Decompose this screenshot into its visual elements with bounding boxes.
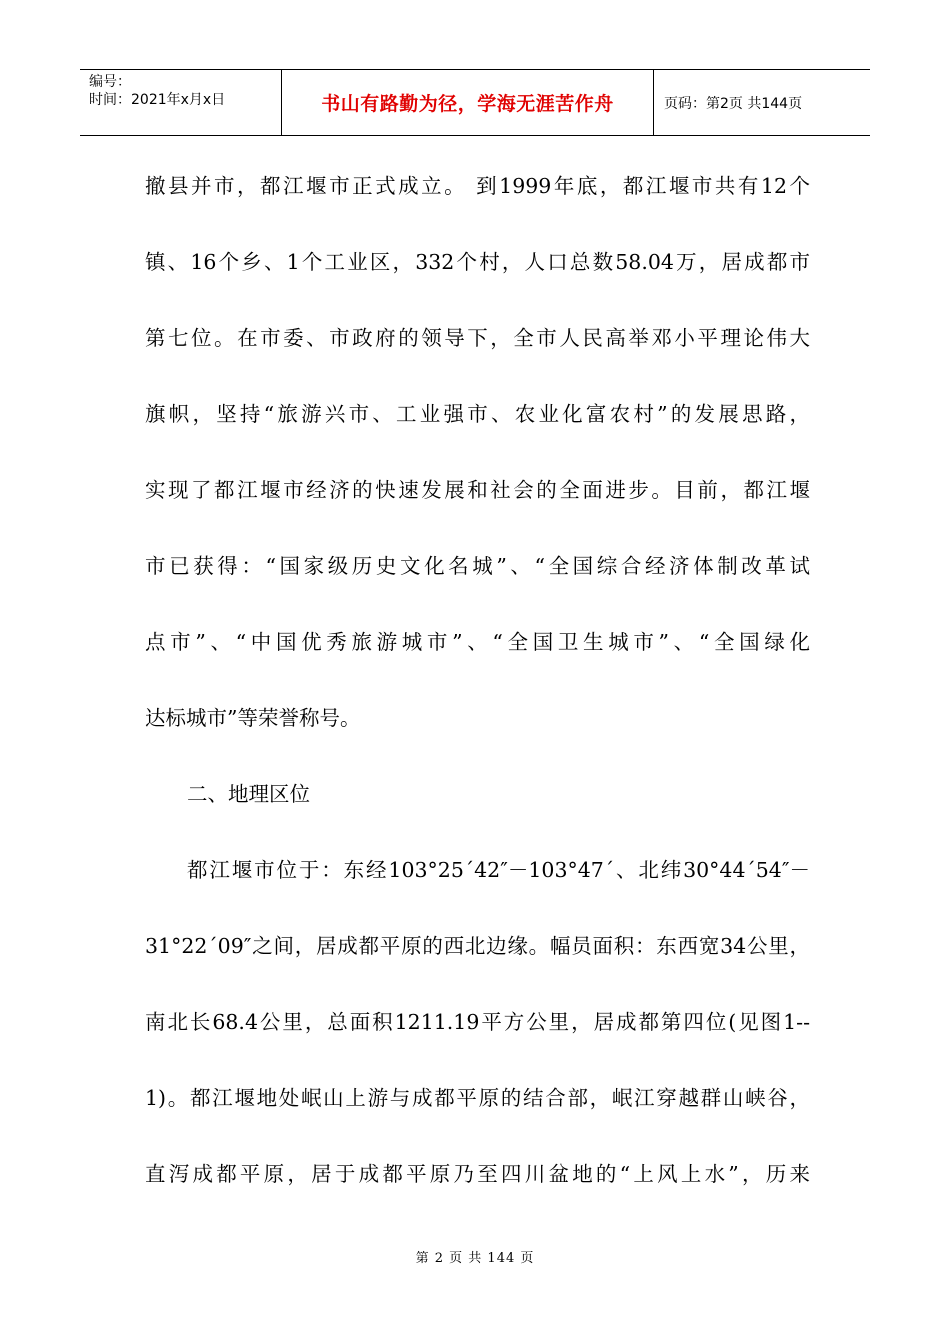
body-line: 点市”、“中国优秀旅游城市”、“全国卫生城市”、“全国绿化 [145, 630, 810, 654]
body-line: 第七位。在市委、市政府的领导下，全市人民高举邓小平理论伟大 [145, 326, 810, 350]
body-line: 达标城市”等荣誉称号。 [145, 706, 361, 730]
body-line: 都江堰市位于：东经103°25´42″－103°47´、北纬30°44´54″－ [187, 858, 810, 882]
body-line: 旗帜，坚持“旅游兴市、工业强市、农业化富农村”的发展思路， [145, 402, 810, 426]
header-meta-cell [80, 70, 282, 135]
document-header [80, 69, 870, 136]
body-line: 直泻成都平原，居于成都平原乃至四川盆地的“上风上水”，历来 [145, 1162, 810, 1186]
body-line: 市已获得：“国家级历史文化名城”、“全国综合经济体制改革试 [145, 554, 810, 578]
body-line: 1)。都江堰地处岷山上游与成都平原的结合部，岷江穿越群山峡谷， [145, 1086, 810, 1110]
body-line: 撤县并市，都江堰市正式成立。 到1999年底，都江堰市共有12个 [145, 174, 810, 198]
section-heading: 二、地理区位 [187, 782, 310, 806]
header-page-info: 页码：第2页 共144页 [664, 95, 803, 112]
body-line: 实现了都江堰市经济的快速发展和社会的全面进步。目前，都江堰 [145, 478, 810, 502]
page-footer [0, 1247, 950, 1266]
body-line: 南北长68.4公里，总面积1211.19平方公里，居成都第四位(见图1-- [145, 1010, 810, 1034]
body-line: 31°22´09″之间，居成都平原的西北边缘。幅员面积：东西宽34公里， [145, 934, 810, 958]
footer-page-number: 第 2 页 共 144 页 [415, 1251, 535, 1266]
serial-number-label: 编号： [89, 74, 131, 90]
header-motto: 书山有路勤为径，学海无涯苦作舟 [282, 70, 654, 135]
body-line: 镇、16个乡、1个工业区，332个村，人口总数58.04万，居成都市 [145, 250, 810, 274]
date-label: 时间：2021年x月x日 [89, 92, 226, 108]
document-body [145, 148, 810, 1212]
